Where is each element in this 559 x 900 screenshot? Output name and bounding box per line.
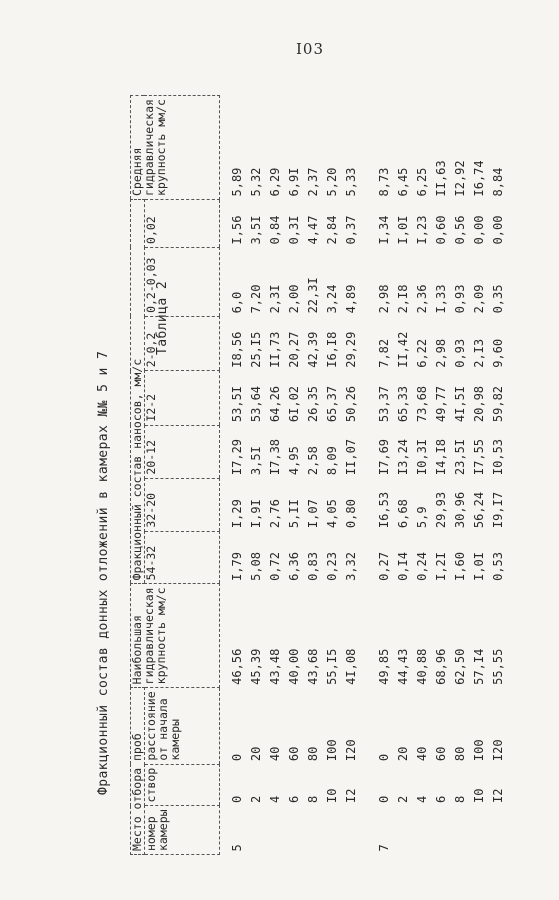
fraction-cell-6: 7,20 [249,284,263,314]
fraction-cell-5: 0,93 [453,338,467,368]
header-distance-text: расстояние от начала камеры [143,691,182,761]
mean-hydraulic-cell: II,63 [434,160,448,197]
fraction-cell-4: 4I,5I [453,385,467,423]
fraction-cell-5: I6,I8 [325,331,339,368]
camera-cell [323,806,342,855]
camera-cell [394,806,413,855]
camera-cell: 5 [230,844,244,852]
stvor-cell: 2 [249,795,263,803]
fraction-cell-4: 64,26 [268,385,282,423]
camera-cell [247,806,266,855]
fraction-cell-6: 2,09 [472,284,486,314]
camera-cell [304,806,323,855]
fraction-cell-3: I4,I8 [434,438,448,476]
fraction-cell-3: I7,55 [472,438,486,476]
mean-hydraulic-cell: 6,25 [415,167,429,197]
mean-hydraulic-cell: 6,29 [268,167,282,197]
fraction-cell-4: 6I,02 [287,385,301,423]
fraction-cell-5: 2,98 [434,338,448,368]
header-mean-hydraulic-text: Средняя гидравлическая крупность мм/с [130,99,168,196]
max-hydraulic-cell: 40,88 [415,648,429,685]
stvor-cell: 4 [268,795,282,803]
gap-cell [361,96,375,855]
camera-cell [342,806,361,855]
mean-hydraulic-cell: 2,37 [306,167,320,197]
max-hydraulic-cell: 4I,08 [344,648,358,685]
table-row [432,96,451,855]
fraction-cell-4: 50,26 [344,385,358,423]
fraction-cell-1: I,79 [230,552,244,581]
table-caption: Фракционный состав донных отложений в камерах №№ 5 и 7 [96,350,111,795]
header-mean-hydraulic [131,96,220,200]
camera-cell [285,806,304,855]
table-row [375,96,394,855]
fraction-cell-1: 0,27 [377,552,391,581]
stvor-cell: 6 [434,795,448,803]
stvor-cell: I2 [344,788,358,803]
fraction-cell-3: 8,09 [325,446,339,476]
fraction-cell-1: 0,I4 [396,552,410,581]
fraction-cell-6: 2,98 [377,284,391,314]
mean-hydraulic-cell: 5,20 [325,167,339,197]
table-row [394,96,413,855]
camera-cell [470,806,489,855]
fraction-cell-3: I0,53 [491,438,505,476]
fraction-cell-7: 0,00 [491,215,505,245]
max-hydraulic-cell: 40,00 [287,648,301,685]
camera-cell: 7 [377,844,391,852]
fraction-cell-3: 3,5I [249,446,263,476]
fraction-cell-1: 3,32 [344,552,358,581]
fraction-cell-2: 29,93 [434,491,448,529]
fraction-cell-1: I,60 [453,552,467,581]
mean-hydraulic-cell: 6,45 [396,167,410,197]
fraction-cell-4: 26,35 [306,385,320,423]
fraction-cell-1: 0,24 [415,552,429,581]
fraction-cell-2: 5,II [287,499,301,529]
fraction-cell-5: 9,60 [491,338,505,368]
fraction-cell-5: 7,82 [377,338,391,368]
stvor-cell: I2 [491,788,505,803]
fraction-cell-5: I8,56 [230,331,244,368]
fraction-cell-3: I3,24 [396,438,410,476]
max-hydraulic-cell: 55,55 [491,648,505,685]
fraction-cell-5: 6,22 [415,338,429,368]
fraction-cell-5: 20,27 [287,331,301,368]
distance-cell: 40 [415,746,429,762]
max-hydraulic-cell: 68,96 [434,648,448,685]
stvor-cell: I0 [472,788,486,803]
mean-hydraulic-cell: 8,84 [491,167,505,197]
mean-hydraulic-cell: I2,92 [453,160,467,197]
max-hydraulic-cell: 43,48 [268,648,282,685]
max-hydraulic-cell: 49,85 [377,648,391,685]
distance-cell: 80 [453,746,467,762]
fraction-cell-2: I9,I7 [491,491,505,529]
distance-cell: I20 [491,739,505,762]
table-row [247,96,266,855]
max-hydraulic-cell: 57,I4 [472,648,486,685]
fraction-cell-4: 73,68 [415,385,429,423]
fraction-cell-7: I,23 [415,215,429,245]
fraction-cell-1: I,0I [472,552,486,581]
max-hydraulic-cell: 62,50 [453,648,467,685]
fraction-cell-4: 53,5I [230,385,244,423]
fraction-cell-1: 0,53 [491,552,505,581]
fraction-cell-5: II,42 [396,331,410,368]
header-fraction-3: 20-12 [144,425,219,478]
table-row [304,96,323,855]
fraction-cell-4: 20,98 [472,385,486,423]
fraction-cell-4: 49,77 [434,385,448,423]
fraction-cell-4: 59,82 [491,385,505,423]
fraction-cell-2: 5,9 [415,506,429,529]
fraction-cell-5: 29,29 [344,331,358,368]
fraction-cell-5: 2,I3 [472,338,486,368]
fraction-cell-5: II,73 [268,331,282,368]
fraction-cell-7: 2,84 [325,215,339,245]
header-max-hydraulic [131,584,220,688]
table-row [342,96,361,855]
fraction-cell-2: 56,24 [472,491,486,529]
camera-cell [266,806,285,855]
rotated-table-block [90,95,559,855]
fraction-cell-6: 3,24 [325,284,339,314]
fraction-table [130,95,508,855]
header-camera [144,806,219,855]
header-fraction-1: 54-32 [144,531,219,584]
header-place: Место отбора проб [131,688,145,855]
fraction-cell-7: 3,5I [249,215,263,245]
table-row [323,96,342,855]
fraction-cell-1: 6,36 [287,552,301,581]
stvor-cell: 2 [396,795,410,803]
fraction-cell-6: 22,3I [306,277,320,314]
fraction-cell-2: I6,53 [377,491,391,529]
max-hydraulic-cell: 43,68 [306,648,320,685]
max-hydraulic-cell: 55,I5 [325,648,339,685]
distance-cell: 0 [230,753,244,762]
header-camera-text: номер камеры [143,809,170,851]
fraction-cell-3: I7,69 [377,438,391,476]
fraction-cell-7: I,0I [396,215,410,245]
fraction-cell-5: 42,39 [306,331,320,368]
distance-cell: 60 [287,746,301,762]
max-hydraulic-cell: 45,39 [249,648,263,685]
fraction-cell-2: 2,76 [268,499,282,529]
table-row [489,96,508,855]
header-fraction-6: 0,2-0,03 [144,247,219,316]
mean-hydraulic-cell: 8,73 [377,167,391,197]
header-distance [144,688,219,764]
fraction-cell-7: 4,47 [306,215,320,245]
fraction-cell-6: 0,93 [453,284,467,314]
fraction-cell-1: 5,08 [249,552,263,581]
fraction-cell-2: I,9I [249,499,263,529]
fraction-cell-7: 0,84 [268,215,282,245]
fraction-cell-1: 0,83 [306,552,320,581]
max-hydraulic-cell: 46,56 [230,648,244,685]
fraction-cell-5: 25,I5 [249,331,263,368]
fraction-cell-6: 2,I8 [396,284,410,314]
table-row [451,96,470,855]
fraction-cell-6: 0,35 [491,284,505,314]
fraction-cell-3: I7,29 [230,438,244,476]
fraction-cell-1: 0,23 [325,552,339,581]
distance-cell: I20 [344,739,358,762]
fraction-cell-7: 0,00 [472,215,486,245]
fraction-cell-7: 0,60 [434,215,448,245]
fraction-cell-4: 53,64 [249,385,263,423]
distance-cell: 80 [306,746,320,762]
fraction-cell-6: 2,36 [415,284,429,314]
fraction-cell-2: 4,05 [325,499,339,529]
stvor-cell: 8 [306,795,320,803]
fraction-cell-1: 0,72 [268,552,282,581]
fraction-cell-6: 4,89 [344,284,358,314]
table-row [285,96,304,855]
distance-cell: 60 [434,746,448,762]
table-row [266,96,285,855]
fraction-cell-3: 23,5I [453,438,467,476]
fraction-cell-7: 0,56 [453,215,467,245]
fraction-cell-2: 0,80 [344,499,358,529]
mean-hydraulic-cell: 5,32 [249,167,263,197]
camera-cell [432,806,451,855]
fraction-cell-3: II,07 [344,438,358,476]
header-max-hydraulic-text: Наибольшая гидравлическая крупность мм/с [130,587,168,685]
fraction-cell-6: 2,3I [268,284,282,314]
header-fraction-7: 0,02 [144,200,219,248]
header-fraction-2: 32-20 [144,478,219,531]
stvor-cell: I0 [325,788,339,803]
fraction-cell-7: I,34 [377,215,391,245]
distance-cell: 20 [396,746,410,762]
fraction-cell-6: 6,0 [230,291,244,314]
fraction-cell-6: 2,00 [287,284,301,314]
mean-hydraulic-cell: 5,89 [230,167,244,197]
fraction-cell-7: 0,3I [287,215,301,245]
table-body [220,96,509,855]
fraction-cell-2: I,07 [306,499,320,529]
camera-cell [489,806,508,855]
table-title: Таблица 2 [155,280,170,355]
fraction-cell-3: I7,38 [268,438,282,476]
fraction-cell-2: 6,68 [396,499,410,529]
fraction-cell-3: I0,3I [415,438,429,476]
mean-hydraulic-cell: 5,33 [344,167,358,197]
stvor-cell: 6 [287,795,301,803]
camera-cell [451,806,470,855]
stvor-cell: 8 [453,795,467,803]
fraction-cell-6: I,33 [434,284,448,314]
distance-cell: I00 [325,739,339,762]
mean-hydraulic-cell: 6,9I [287,167,301,197]
stvor-cell: 0 [230,795,244,803]
camera-cell [413,806,432,855]
table-row [413,96,432,855]
header-fraction-4: I2-2 [144,371,219,425]
distance-cell: 40 [268,746,282,762]
stvor-cell: 4 [415,795,429,803]
distance-cell: 20 [249,746,263,762]
table-row [220,96,248,855]
stvor-cell: 0 [377,795,391,803]
header-stvor: створ [144,764,219,806]
row-gap [361,96,375,855]
fraction-cell-1: I,2I [434,552,448,581]
fraction-cell-2: 30,96 [453,491,467,529]
fraction-cell-2: I,29 [230,499,244,529]
distance-cell: 0 [377,753,391,762]
distance-cell: I00 [472,739,486,762]
fraction-cell-3: 4,95 [287,446,301,476]
fraction-cell-4: 65,37 [325,385,339,423]
table-row [470,96,489,855]
fraction-cell-3: 2,58 [306,446,320,476]
fraction-cell-4: 53,37 [377,385,391,423]
header-fraction-group: Фракционный состав наносов, мм/с [131,200,145,584]
page-number: I03 [296,40,325,58]
header-fraction-5: 2-0,2 [144,316,219,370]
fraction-cell-7: I,56 [230,215,244,245]
fraction-cell-4: 65,33 [396,385,410,423]
mean-hydraulic-cell: I6,74 [472,160,486,197]
fraction-cell-7: 0,37 [344,215,358,245]
max-hydraulic-cell: 44,43 [396,648,410,685]
